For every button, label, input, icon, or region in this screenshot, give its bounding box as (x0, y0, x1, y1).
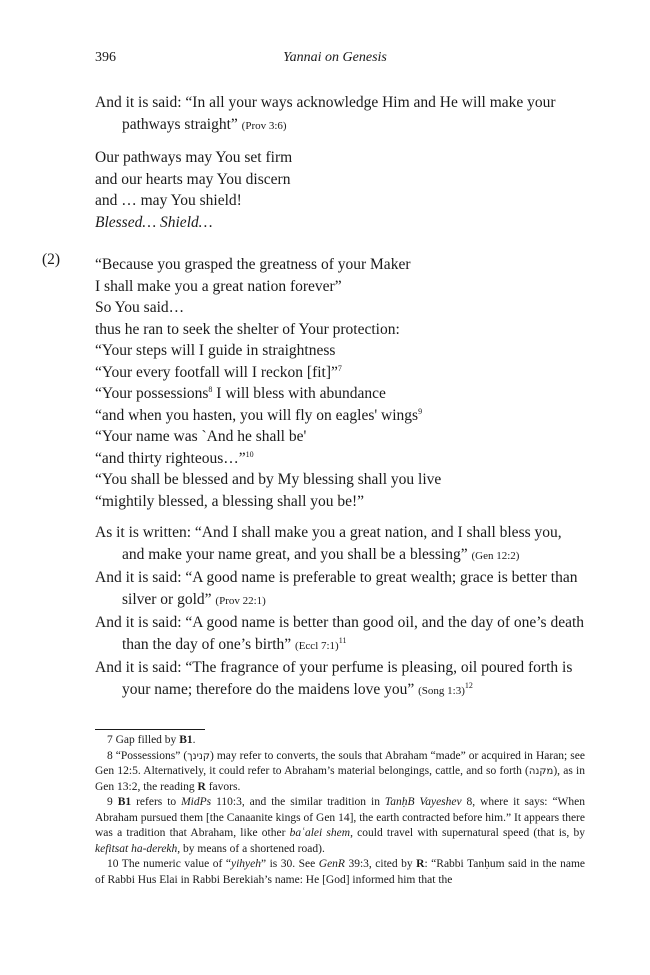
poem-line: So You said… (95, 299, 185, 316)
scripture-reference: (Gen 12:2) (471, 549, 520, 562)
page-number: 396 (95, 50, 116, 65)
poem-line: “and thirty righteous…”$^{10}$ (95, 449, 254, 467)
footnote-marker: 7 (337, 363, 342, 373)
poem-line: “and when you hasten, you will fly on eagles' wings$^9$ (95, 406, 423, 424)
poem-line: Our pathways may You set firm (95, 149, 293, 166)
section-marker: (2) (42, 251, 61, 268)
footnote-7: 7 Gap filled by B1. (107, 734, 196, 746)
quote-paragraph: And it is said: “A good name is preferable to great wealth; grace is better than silver or gold” (Prov 22:1) (95, 569, 578, 608)
quote-paragraph: As it is written: “And I shall make you a great nation, and I shall bless you, and make your name great, and you shall be a blessing” (Gen 12:2) (95, 524, 562, 563)
poem-line: “mightily blessed, a blessing shall you be!” (95, 492, 365, 510)
quote-paragraph: And it is said: “The fragrance of your perfume is pleasing, oil poured forth is your name; therefore do the maidens love you” (Song 1:3)$^{12}$ (95, 659, 573, 698)
poem-line: “Your steps will I guide in straightness (95, 342, 336, 359)
footnotes (95, 733, 585, 888)
footnote-marker: 9 (418, 406, 423, 416)
poem-line: “Because you grasped the greatness of your Maker (95, 256, 411, 273)
poem-stanza (95, 147, 585, 233)
main-text (95, 92, 585, 702)
scripture-reference: (Song 1:3) (418, 684, 465, 697)
poem-line: and … may You shield! (95, 192, 242, 209)
footnote-rule (95, 729, 205, 730)
quote-paragraph: And it is said: “A good name is better than good oil, and the day of one’s death than the day of one’s birth” (Eccl 7:1)$^{11}$ (95, 614, 585, 653)
footnote-10: 10 The numeric value of “yihyeh” is 30. See GenR 39:3, cited by R: “Rabbi Tanḥum said in the name of Rabbi Hus Elai in Rabbi Berekiah’s name: He [God] informed him that the (95, 858, 586, 886)
poem-stanza (95, 254, 585, 512)
poem-line: and our hearts may You discern (95, 170, 291, 188)
footnote-marker: 8 (208, 385, 213, 394)
quote-paragraph: And it is said: “In all your ways acknowledge Him and He will make your pathways straight” (Prov 3:6) (95, 94, 556, 133)
footnote-8: 8 “Possessions” (קנינך) may refer to converts, the souls that Abraham “made” or acquired in Haran; see Gen 12:5. Alternatively, it could refer to Abraham’s material belongings, cattle, and so forth (מקנה), as in Gen 13:2, the reading R favors. (95, 749, 585, 793)
running-title: Yannai on Genesis (283, 50, 387, 65)
footnote-marker: 12 (464, 680, 473, 690)
footnote-9: 9 B1 refers to MidPs 110:3, and the similar tradition in TanḥB Vayeshev 8, where it says: “When Abraham pursued them [the Canaanite kings of Gen 14], the earth contracted before him.” It appears there was a tradition that Abraham, like other baʿalei shem, could travel with supernatural speed (that is, by kefitsat ha-derekh, by means of a shortened road). (95, 796, 586, 855)
footnote-marker: 11 (338, 635, 347, 645)
poem-line: I shall make you a great nation forever” (95, 277, 342, 295)
scripture-reference: (Eccl 7:1) (295, 639, 339, 652)
poem-line: thus he ran to seek the shelter of Your protection: (95, 320, 400, 338)
poem-line: “You shall be blessed and by My blessing shall you live (95, 471, 442, 488)
scripture-reference: (Prov 22:1) (215, 594, 266, 607)
poem-line: Blessed… Shield… (95, 213, 213, 231)
poem-line: “Your every footfall will I reckon [fit]”$^7$ (95, 363, 342, 381)
scripture-reference: (Prov 3:6) (241, 119, 287, 132)
poem-line: “Your name was `And he shall be' (95, 428, 307, 445)
poem-line: “Your possessions$^8$ I will bless with abundance (95, 385, 386, 402)
footnote-marker: 10 (245, 449, 254, 459)
